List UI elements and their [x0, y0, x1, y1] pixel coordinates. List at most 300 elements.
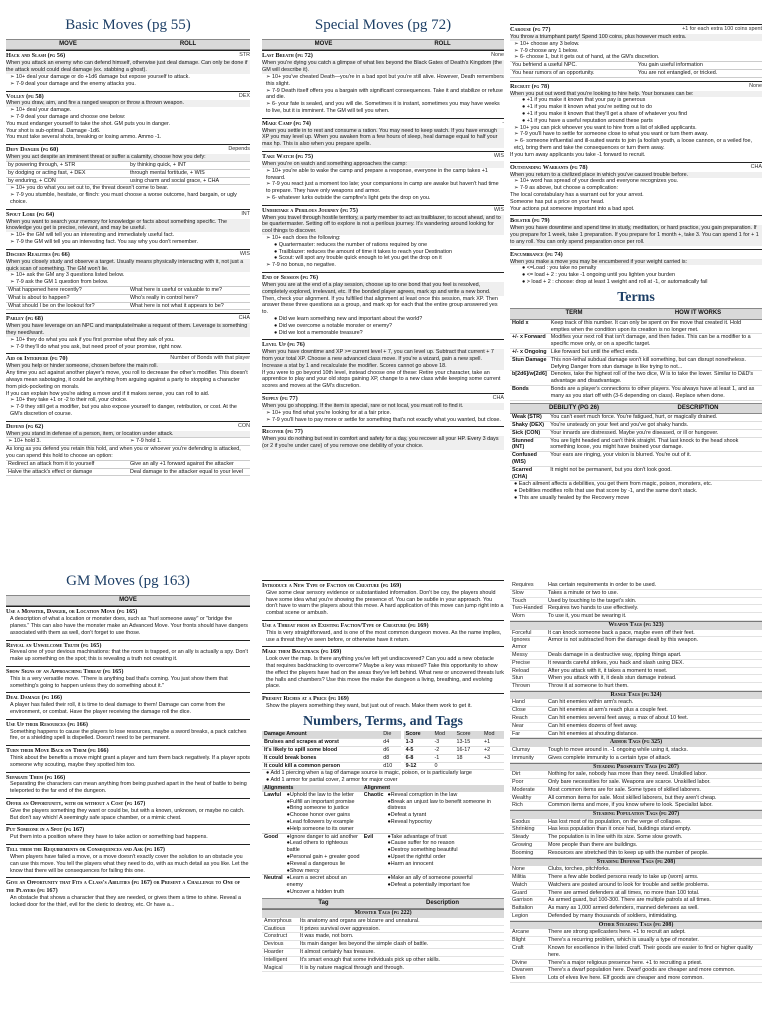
move-line: When you travel through hostile territory, a party member to act as trailblazer, to scout ahead, and to be quartermaster. Setting off to explore is not a perilous journey. It's wandering around looking for cool things to discover. [262, 215, 504, 235]
move-roll: None [749, 82, 762, 89]
table-cell: Forceful [510, 630, 546, 637]
move-block [6, 877, 250, 908]
move-title [6, 719, 250, 729]
table-cell: To use it, you must be wearing it. [546, 613, 762, 621]
table-cell: The population is in line with its size. Some slow growth. [546, 834, 762, 842]
option-cell: You are not entangled, or tricked. [636, 69, 762, 77]
move-block [6, 313, 250, 350]
table-cell: It prizes survival over aggression. [298, 925, 504, 933]
move-line: ➢ 10+ deal your damage or do +1d6 damage but expose yourself to attack. [10, 73, 190, 80]
option-cell: Redirect an attack from it to yourself [6, 460, 128, 468]
damage-table [262, 731, 401, 770]
table-cell: 6-8 [404, 754, 433, 762]
table-row [262, 918, 504, 925]
list-item: ●Reveal a dangerous lie [286, 860, 345, 867]
move-line: ➢ 6- choose 1, but it gets out of hand, at the GM's discretion. [514, 54, 660, 61]
move-name: Use a Threat from an Existing Faction/Type of Creature (pg 169) [262, 622, 429, 629]
list-item: ●Take advantage of trust [387, 833, 447, 840]
move-block [6, 353, 250, 417]
table-row [510, 834, 762, 842]
table-row [510, 802, 762, 810]
move-name: Use Up their Resources (pg 166) [6, 720, 88, 728]
table-cell: d4 [381, 739, 400, 747]
move-col-header: MOVE [119, 596, 137, 603]
table-cell [454, 762, 481, 770]
table-cell: Militia [510, 873, 546, 881]
table-cell: Like forward but until the effect ends. [549, 349, 762, 357]
move-block [6, 824, 250, 841]
option-grid [6, 161, 250, 185]
table-cell: Intelligent [262, 956, 298, 964]
move-title [510, 81, 762, 91]
table-cell: Touch [510, 597, 546, 605]
table-cell: Wealthy [510, 794, 546, 802]
move-name: Make them Backtrack (pg 169) [262, 648, 342, 656]
move-block [262, 272, 504, 336]
move-name: Aid or Interfere (pg 70) [6, 355, 68, 363]
table-row [510, 937, 762, 945]
move-roll: CHA [238, 315, 250, 322]
move-name: Show Signs of an Approaching Threat (pg 165) [6, 668, 124, 676]
terms-header [510, 308, 762, 320]
how-col-header: HOW IT WORKS [674, 310, 722, 317]
table-row [510, 849, 762, 857]
move-block [6, 719, 250, 742]
option-cell: through mental fortitude, + WIS [128, 169, 250, 177]
move-title [262, 339, 504, 349]
move-text: This is very straightforward, and is one of the most common dungeon moves. As the name implies, use a threat they've seen before, or otherwise have it return. [266, 629, 502, 643]
table-cell: Has certain requirements in order to be used. [546, 582, 762, 589]
list-item: ●Destroy something beautiful [387, 847, 458, 854]
table-cell: It might not be permanent, but you don't look good. [548, 466, 762, 481]
table-cell: Battalion [510, 905, 546, 913]
move-line: ● Did we learn something new and important about the world? [274, 315, 423, 322]
table-row [262, 762, 401, 770]
table-cell: Exodus [510, 819, 546, 826]
move-block [262, 118, 504, 148]
table-cell: Dwarven [510, 967, 546, 975]
list-item: ●Choose honor over gains [286, 812, 351, 819]
move-title [262, 50, 504, 60]
move-line: ➢ 6- your fate is sealed, and you will die. Sometimes it is instant, sometimes you may have weeks to live, but it is imminent. The GM will tell you when. [266, 101, 500, 114]
move-name: Last Breath (pg 72) [262, 52, 313, 60]
move-block [262, 426, 504, 450]
move-line: ● <= load + 2 : you take -1 ongoing until you lighten your burden [522, 272, 675, 279]
table-cell: Defended by many thousands of soldiers, intimidating. [546, 912, 762, 920]
table-cell: More people than there are buildings. [546, 842, 762, 850]
table-cell: You are light headed and can't think straight. That last knock to the head shook something loose, you might have brained your damage. [548, 437, 762, 452]
table-row [510, 630, 762, 637]
move-block [262, 646, 504, 690]
table-row [510, 722, 762, 730]
other-tags-title: Other Steading Tags (pg 208) [510, 921, 762, 930]
table-cell: Steady [510, 834, 546, 842]
table-row [510, 959, 762, 967]
move-title [510, 162, 762, 172]
move-line: When you are at the end of a play session, choose up to one bond that you feel is resolved, completely explored, irrelevant, etc. If the bonded player agrees, mark xp and write a new bond. [262, 282, 504, 296]
score-rows [404, 739, 504, 770]
table-cell: Moderate [510, 786, 546, 794]
debility-col-header: DEBILITY (PG 26) [549, 404, 599, 411]
prosperity-tags-table [510, 771, 762, 810]
move-line: ➢ 7-9 no bonus, no negative. [266, 262, 336, 269]
table-row [510, 320, 762, 334]
table-row [510, 386, 762, 401]
lawful-label: Lawful [264, 791, 282, 798]
move-line: ➢ 7-9 you'll have to settle for someone close to what you want or turn them away. [514, 131, 709, 138]
move-text: Look over the map. Is there anything you've left yet undiscovered? Can you add a new obstacle that requires backtracking to overcome? Maybe a key was missed? Take this opportunity to show the effect the players have had on the areas they've left behind. What new or uncovered threats lurk the halls and chambers? Use this move the make the dungeon a living, breathing, and evolving place. [266, 656, 504, 690]
move-line: ➢ 10+ you do what you set out to, the threat doesn't come to bear. [10, 185, 169, 192]
move-line: ● <=Load : you take no penalty [522, 265, 597, 272]
move-title [6, 313, 250, 323]
move-name: Separate Them (pg 166) [6, 773, 66, 781]
move-name: Use a Monster, Danger, or Location Move (pg 165) [6, 608, 138, 616]
move-roll: DEX [238, 92, 250, 99]
move-line: You must endanger yourself to take the shot. GM puts you in danger. [6, 120, 171, 127]
table-row [510, 747, 762, 754]
move-name: Spout Lore (pg 64) [6, 210, 55, 218]
move-col-header: MOVE [314, 40, 333, 47]
monster-tags-table [262, 918, 504, 973]
move-title [262, 118, 504, 128]
table-row [510, 881, 762, 889]
move-block [510, 24, 762, 78]
table-cell: Hoarder [262, 949, 298, 957]
table-cell: Your ears are ringing, your vision is blurred. You're out of it. [548, 452, 762, 467]
debility-table [510, 414, 762, 481]
table-row [510, 771, 762, 778]
table-cell: Garrison [510, 897, 546, 905]
move-line: Your actions put someone important into a bad spot. [510, 205, 635, 212]
table-row [510, 651, 762, 659]
alignment-header: Alignment [363, 785, 391, 792]
move-name: Give an Opportunity that Fits a Class's Abilities (pg 167) or Present a Challenge to One of the Players (pg 167) [6, 879, 241, 895]
move-block [6, 249, 250, 311]
move-name: Tell them the Requirements or Consequences and Ask (pg 167) [6, 846, 165, 854]
move-title [6, 877, 250, 895]
move-line: ➢ 10+ the GM will tell you an interesting and immediately useful fact. [10, 232, 175, 239]
move-name: Turn their Move Back on Them (pg 166) [6, 747, 109, 755]
move-block [262, 580, 504, 617]
move-name: Undertake a Perilous Journey (pg 75) [262, 206, 358, 214]
option-cell: Halve the attack's effect or damage [6, 468, 128, 476]
table-row [262, 941, 504, 949]
table-row [510, 929, 762, 936]
move-line: ● Did we loot a memorable treasure? [274, 329, 363, 336]
table-cell: Lots of elves live here. Elf goods are cheaper and more common. [546, 975, 762, 983]
table-cell: Stun Damage [510, 356, 549, 371]
table-row [510, 905, 762, 913]
table-cell: Takes a minute or two to use. [546, 589, 762, 597]
option-cell: What here is not what it appears to be? [128, 302, 250, 310]
table-cell: All common items for sale. Most skilled laborers, but they aren't cheap. [546, 794, 762, 802]
table-row [510, 437, 762, 452]
table-row [510, 786, 762, 794]
table-cell: +2 [482, 747, 504, 755]
list-item: ● This are usually healed by the Recovery move [514, 494, 630, 501]
move-line: ➢ 10+ you can pick whoever you want to hire from a list of skilled applicants. [514, 124, 697, 131]
table-cell: Modifies your next roll that isn't damage, and then fades. This can be a modifier to a specific move only, or on a specific target. [549, 334, 762, 349]
list-item: ●Lead followers by example [286, 819, 354, 825]
move-roll: INT [241, 210, 250, 217]
gm-moves-title: GM Moves (pg 163) [66, 573, 190, 589]
damage-notes [262, 770, 504, 784]
move-title [262, 693, 504, 703]
move-roll: None [491, 52, 504, 59]
table-cell: Thrown [510, 683, 546, 691]
table-cell: There's a recurring problem, which is usually a type of monster. [546, 937, 762, 945]
table-cell: Can hit enemies at arm's reach plus a couple feet. [546, 707, 762, 715]
table-cell: Sick (CON) [510, 429, 548, 437]
move-block [6, 666, 250, 689]
table-cell: Slow [510, 589, 546, 597]
table-row [404, 747, 504, 755]
table-row [262, 754, 401, 762]
table-cell: Dirt [510, 771, 546, 778]
table-cell: Armor is not subtracted from the damage dealt by this weapon. [546, 637, 762, 652]
table-row [510, 466, 762, 481]
table-cell: d8 [381, 754, 400, 762]
table-cell: Denotes, take the highest roll of the two dice, W is to take the lower. Similar to D&D's advantage and disadvantage. [549, 371, 762, 386]
list-item: ●Personal gain + greater good [286, 853, 360, 860]
table-cell: Your innards are distressed. Maybe you're diseased, or ill or hungover. [548, 429, 762, 437]
move-line: When you draw, aim, and fire a ranged weapon or throw a thrown weapon. [6, 100, 250, 107]
table-cell: Bruises and scrapes at worst [262, 739, 381, 747]
table-row [510, 637, 762, 652]
option-grid [6, 460, 250, 477]
move-block [6, 421, 250, 477]
debility-notes [510, 481, 762, 501]
table-row [510, 452, 762, 467]
move-line: When you're dying you catch a glimpse of what lies beyond the Black Gates of Death's Kingdom (the GM will describe it). [262, 60, 504, 74]
move-line: When you attack an enemy who can defend himself, otherwise just deal damage. Can only be done if the attack would could deal damage (ex. stabbing a ghost). [6, 60, 250, 74]
monster-tags-title: Monster Tags (pg 222) [262, 909, 504, 918]
table-row [510, 675, 762, 683]
move-title [510, 24, 762, 34]
middle-bottom-column [262, 580, 504, 1020]
armor-tags-table [510, 747, 762, 763]
move-title [262, 646, 504, 656]
table-cell: Stunned (INT) [510, 437, 548, 452]
table-cell: Guard [510, 889, 546, 897]
table-cell: Gives complete immunity to a certain type of attack. [546, 754, 762, 762]
table-row [510, 613, 762, 621]
move-title [6, 144, 250, 154]
move-roll: WIS [493, 153, 504, 160]
move-title [6, 50, 250, 60]
move-line: ➢ 10+ you're able to wake the camp and prepare a response, everyone in the camp takes +1 forward. [266, 167, 488, 181]
option-cell: ➢ 7-9 hold 1. [128, 437, 250, 445]
move-line: ● +1 if you make it known that your pay is generous [522, 97, 646, 104]
table-cell: 4-5 [404, 747, 433, 755]
table-row [510, 605, 762, 613]
move-block [6, 798, 250, 821]
move-line: When you have leverage on an NPC and manipulate/make a request of them. Leverage is something they need/want. [6, 323, 250, 337]
table-cell: Hand [510, 699, 546, 706]
move-block [6, 844, 250, 874]
option-cell: Deal damage to the attacker equal to your level [128, 468, 250, 476]
mod-header: Mod [482, 731, 504, 738]
table-cell: Arcane [510, 929, 546, 936]
option-cell: What should I be on the lookout for? [6, 302, 128, 310]
table-cell: It's likely to spill some blood [262, 747, 381, 755]
table-row [510, 967, 762, 975]
list-item: ●Defeat a tyrant [387, 812, 427, 819]
table-cell: Magical [262, 964, 298, 972]
neutral-label: Neutral [264, 875, 283, 882]
move-block [6, 144, 250, 206]
move-title [262, 620, 504, 630]
table-row [510, 422, 762, 430]
move-title [6, 692, 250, 702]
table-row [510, 683, 762, 691]
table-row [262, 964, 504, 972]
list-item: ●Reveal hypocrisy [387, 819, 432, 825]
list-item: ●Defeat a potentially important foe [387, 882, 470, 889]
move-title [510, 249, 762, 259]
neutral-items [285, 875, 362, 896]
weapon-tags-title: Weapon Tags (pg 323) [510, 621, 762, 630]
move-block [510, 81, 762, 159]
table-row [510, 659, 762, 667]
table-cell: 13-15 [454, 739, 481, 747]
move-line: When you settle in to rest and consume a ration. You may need to keep watch. If you have enough XP you may level up. When you awaken from a few hours of sleep, heal damage equal to half your max hp. This is also when you prepare spells. [262, 128, 504, 148]
move-block [262, 205, 504, 269]
table-cell: Reload [510, 667, 546, 675]
move-text: An obstacle that shows a character that they are needed, or gives them a time to shine. Reveal a locked door for the thief, evil for the cleric to destroy, etc. Or have a... [10, 894, 242, 908]
move-line: As long as you defend you retain this hold, and when you or whoever you're defending is attacked, you can spend this hold to choose an option: [6, 446, 241, 460]
move-name: Reveal an Unwelcome Truth (pg 165) [6, 641, 102, 649]
move-text: Give some clear sensory evidence or substantiated information. Don't be coy, the players should have some idea what you're showing the presence of. You can be subtle in your approach. You don't have to warn the players about this move. A hard application of this move can jump right into a combat scene or ambush. [266, 589, 504, 617]
move-line: ➢ 7-9 they still get a modifier, but you also expose yourself to danger, retribution, or cost. At the GM's discretion of course. [10, 404, 237, 417]
option-cell: You befriend a useful NPC. [510, 61, 636, 69]
option-cell: by thinking quick, + INT [128, 161, 250, 169]
basic-moves-header [6, 39, 250, 51]
option-cell: Give an ally +1 forward against the attacker [128, 460, 250, 468]
move-block [262, 339, 504, 390]
table-cell: Requires two hands to use effectively. [546, 605, 762, 613]
table-cell: There's a major religious presence here. +1 to recruiting a priest. [546, 959, 762, 967]
good-items [285, 833, 362, 875]
special-moves-header [262, 39, 504, 51]
armor-tags-title: Armor Tags (pg 325) [510, 738, 762, 747]
move-title [6, 844, 250, 854]
table-cell: Divine [510, 959, 546, 967]
move-block [6, 640, 250, 663]
list-item: ●Upset the rightful order [387, 853, 446, 860]
table-cell: Two-Handed [510, 605, 546, 613]
move-line: ● Quartermaster: reduces the number of rations required by one [274, 241, 428, 248]
move-line: ● +1 if you make it known that they'll get a share of whatever you find [522, 111, 688, 118]
basic-moves-title: Basic Moves (pg 55) [65, 17, 191, 33]
move-name: Deal Damage (pg 166) [6, 694, 63, 702]
term-col-header: TERM [565, 310, 583, 317]
score-header: Score [404, 731, 433, 738]
option-cell: What happened here recently? [6, 286, 128, 294]
table-row [510, 334, 762, 349]
move-name: Present Riches at a Price (pg 169) [262, 695, 349, 703]
list-item: ●Help someone to its owner [286, 825, 354, 832]
list-item: ●Cause suffer for no reason [387, 840, 455, 847]
move-line: When you act despite an imminent threat or suffer a calamity, choose how you defy: [6, 154, 250, 161]
table-cell: After you attack with it, it takes a moment to reset. [546, 667, 762, 675]
terms-title: Terms [617, 289, 655, 305]
list-item: ●Show mercy [286, 867, 320, 874]
move-text: Something happens to cause the players to lose resources, maybe a sword breaks, a pack catches fire, or a shielding spell is dispelled. Doesn't need to be permanent. [10, 728, 247, 742]
table-cell: Construct [262, 933, 298, 941]
move-block [6, 91, 250, 142]
move-title [262, 393, 504, 403]
move-text: A description of what a location or monster does, such as "hurl someone away" or "bridge the planes." This can also have the monster make an Advanced Move. Your fronts should have dangers associated with them as well, don't forget to use those. [10, 616, 248, 636]
die-header: Die [381, 731, 400, 738]
move-text: Put them into a position where they have to take action or something bad happens. [10, 834, 208, 841]
move-line: If you turn away applicants you take -1 forward to recruit. [510, 151, 646, 158]
lawful-items [285, 792, 362, 833]
move-name: Recover (pg 77) [262, 428, 303, 436]
neutral-items-2 [385, 875, 504, 896]
move-name: Level Up (pg 76) [262, 341, 305, 349]
list-item: ●Reveal corruption in the law [387, 791, 458, 798]
range-tags-title: Range Tags (pg 324) [510, 691, 762, 700]
table-row [510, 897, 762, 905]
move-name: Bolster (pg 79) [510, 217, 550, 225]
table-row [510, 597, 762, 605]
table-row [262, 739, 401, 747]
score-table [404, 731, 504, 770]
move-roll: WIS [239, 250, 250, 257]
move-line: ➢ 7-9 deal your damage and choose one below: [10, 114, 126, 121]
table-cell: Known for excellence in the listed craft. Their goods are easier to find or higher quality here. [546, 944, 762, 959]
table-cell: It can knock someone back a pace, maybe even off their feet. [546, 630, 762, 637]
table-row [510, 667, 762, 675]
move-line: When you closely study and observe a target. Usually means physically interacting with it, not just a quick scan of something. The GM won't lie. [6, 259, 250, 273]
table-cell: Tough to move around in. -1 ongoing while using it, stacks. [546, 747, 762, 754]
move-roll: WIS [493, 206, 504, 213]
move-name: Defy Danger (pg 60) [6, 146, 59, 154]
table-row [262, 956, 504, 964]
table-cell: Shaky (DEX) [510, 422, 548, 430]
move-name: Defend (pg 62) [6, 422, 44, 430]
move-title [6, 640, 250, 650]
table-cell: As armed guard, but 100-300. There are multiple patrols at all times. [546, 897, 762, 905]
list-item: ● Debilities modifies rolls that use that score by -1, and the same don't stack. [514, 488, 698, 495]
table-row [510, 889, 762, 897]
option-cell: Who's really in control here? [128, 294, 250, 302]
other-tags-table [510, 929, 762, 983]
table-cell: Hold x [510, 320, 549, 334]
table-row [262, 949, 504, 957]
table-cell: Only bare necessities for sale. Weapons are scarce. Unskilled labor. [546, 778, 762, 786]
move-name: Take Watch (pg 75) [262, 153, 314, 161]
move-title [262, 580, 504, 590]
table-cell: +/- x Forward [510, 334, 549, 349]
table-row [510, 778, 762, 786]
table-cell: Keep track of this number. It can only be spent on the move that created it. Hold empties when the condition upon its creation is no longer met. [549, 320, 762, 334]
table-cell: Weak (STR) [510, 414, 548, 421]
option-cell: by dodging or acting fast, + DEX [6, 169, 128, 177]
table-cell: Watchers are posted around to look for trouble and settle problems. [546, 881, 762, 889]
table-cell: +/- x Ongoing [510, 349, 549, 357]
move-roll: Depends [228, 146, 250, 153]
move-line: When you go shopping. If the item is special, rare or not local, you must roll to find it. [262, 403, 504, 410]
move-name: Carouse (pg 77) [510, 26, 551, 33]
list-item: ●Lead others to righteous battle [286, 840, 348, 854]
move-line: ➢ 10+ word has spread of your deeds and everyone recognizes you. [514, 178, 679, 185]
list-item: ●Learn a secret about an enemy [286, 875, 347, 889]
table-row [404, 754, 504, 762]
move-title [6, 353, 250, 363]
move-name: Volley (pg 58) [6, 92, 44, 100]
